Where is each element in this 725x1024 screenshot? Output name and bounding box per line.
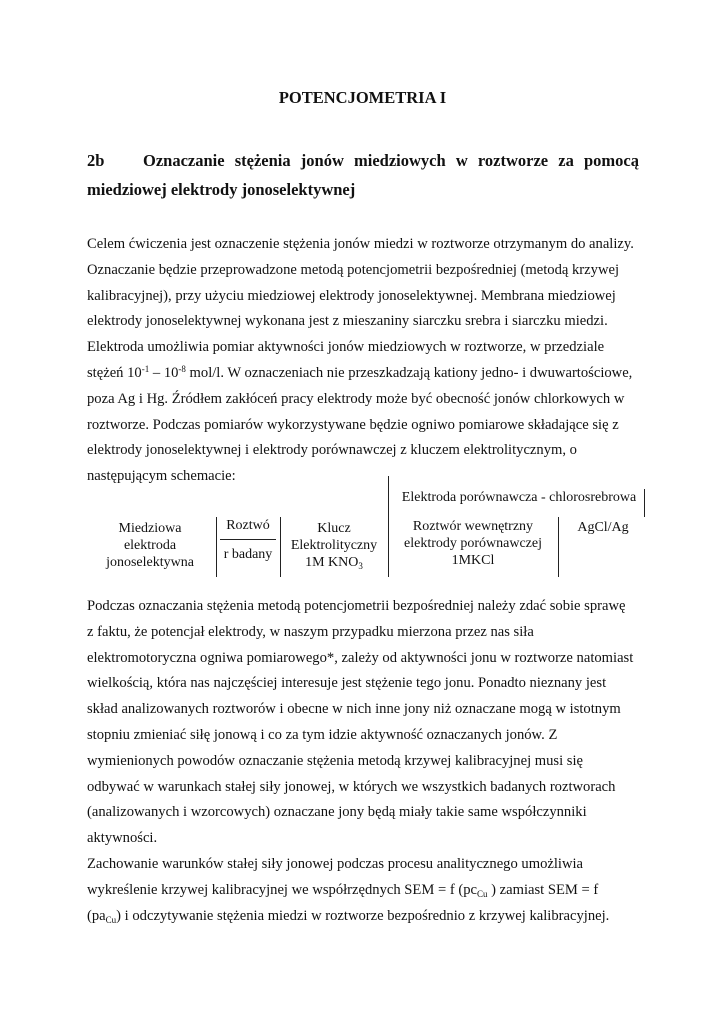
text-line: roztworze. Podczas pomiarów wykorzystywane będzie ogniwo pomiarowe składające się z [87,416,619,433]
range-exponent-2: -8 [178,363,186,374]
page-title: POTENCJOMETRIA I [278,88,447,107]
range-prefix: stężeń 10 [87,364,142,381]
range-exponent-1: -1 [141,363,150,374]
text-line: Zachowanie warunków stałej siły jonowej podczas procesu analitycznego umożliwia [87,855,584,872]
text-line: (analizowanych i wzorcowych) oznaczane jony będą miały takie same współczynniki [87,804,587,821]
section-number: 2b [87,151,105,170]
text-line: aktywności. [87,830,158,847]
cell-text: Roztwór wewnętrzny [412,519,534,534]
schema-divider [644,489,645,517]
reference-electrode-cell: AgCl/Ag [577,520,629,535]
formula-subscript: Cu [105,914,117,925]
schema-divider [216,517,217,577]
formula-line [87,878,647,904]
kno3-prefix: 1M KNO [305,555,359,570]
cell-text: elektroda [123,538,177,553]
schema-divider [558,517,559,577]
formula-line [87,904,647,930]
formula-subscript: Cu [476,888,488,899]
text-line: Oznaczanie będzie przeprowadzone metodą potencjometrii bezpośredniej (metodą krzywej [87,261,620,278]
cell-text: Roztwó [226,518,270,533]
formula-text: wykreślenie krzywej kalibracyjnej we współrzędnych SEM = f (pc [87,881,477,898]
intro-paragraph [87,232,647,490]
cell-text: 1MKCl [451,553,495,568]
ion-selective-electrode-cell [94,520,206,571]
salt-bridge-cell [284,520,384,571]
text-line: wielkością, która nas najczęściej interesuje jest stężenie tego jonu. Ponadto nieznany jest [87,675,607,692]
text-line: elektromotoryczna ogniwa pomiarowego*, zależy od aktywności jonu w roztworze natomiast [87,649,634,666]
text-line: wymienionych powodów oznaczanie stężenia metodą krzywej kalibracyjnej musi się [87,752,584,769]
text-line: następującym schemacie: [87,468,236,485]
reference-electrode-header: Elektroda porównawcza - chlorosrebrowa [401,490,637,505]
section-title-part-1: Oznaczanie stężenia jonów miedziowych w roztworze za pomocą [143,151,639,170]
section-title-part-2: miedziowej elektrody jonoselektywnej [87,180,356,199]
text-line: z faktu, że potencjał elektrody, w naszym przypadku mierzona przez nas siła [87,623,534,640]
formula-text: ) zamiast SEM = f [487,881,599,898]
text-line: odbywać w warunkach stałej siły jonowej, w których we wszystkich badanych roztworach [87,778,616,795]
text-line: Podczas oznaczania stężenia metodą potencjometrii bezpośredniej należy zdać sobie sprawę [87,598,626,614]
schema-divider [280,517,281,577]
cell-text: Klucz [317,521,351,536]
schema-divider [388,476,389,577]
section-heading [87,146,639,204]
cell-text [284,554,384,571]
text-line: Elektroda umożliwia pomiar aktywności jonów miedziowych w roztworze, w przedziale [87,339,605,356]
range-suffix: mol/l. W oznaczeniach nie przeszkadzają kationy jedno- i dwuwartościowe, [185,364,633,381]
formula-text: (pa [87,907,106,924]
cell-text: Elektrolityczny [290,538,378,553]
text-line: elektrody jonoselektywnej i elektrody porównawczej z kluczem elektrolitycznym, o [87,442,577,459]
text-line: poza Ag i Hg. Źródłem zakłóceń pracy elektrody może być obecność jonów chlorkowych w [87,390,625,407]
text-line: elektrody jonoselektywnej wykonana jest z mieszaniny siarczku srebra i siarczku miedzi. [87,313,608,330]
cell-text: Miedziowa [118,521,182,536]
text-line: stopniu zmieniać siłę jonową i co za tym idzie aktywność oznaczanych jonów. Z [87,726,558,743]
cell-text: jonoselektywna [106,555,194,570]
method-paragraph [87,594,647,929]
text-line: kalibracyjnej), przy użyciu miedziowej elektrody jonoselektywnej. Membrana miedziowej [87,287,616,304]
range-dash: – 10 [149,364,179,381]
section-heading-line-1 [87,146,639,175]
formula-text: ) i odczytywanie stężenia miedzi w roztworze bezpośrednio z krzywej kalibracyjnej. [116,907,610,924]
kno3-subscript: 3 [358,561,363,571]
text-line: Celem ćwiczenia jest oznaczenie stężenia jonów miedzi w roztworze otrzymanym do analizy. [87,236,634,252]
internal-solution-cell [394,518,552,569]
cell-text: elektrody porównawczej [404,536,542,551]
text-line: skład analizowanych roztworów i obecne w nich inne jony niż oznaczane mogą w istotnym [87,701,621,718]
cell-text: r badany [220,539,276,563]
sample-solution-cell [220,517,276,563]
measurement-range-line [87,361,647,387]
